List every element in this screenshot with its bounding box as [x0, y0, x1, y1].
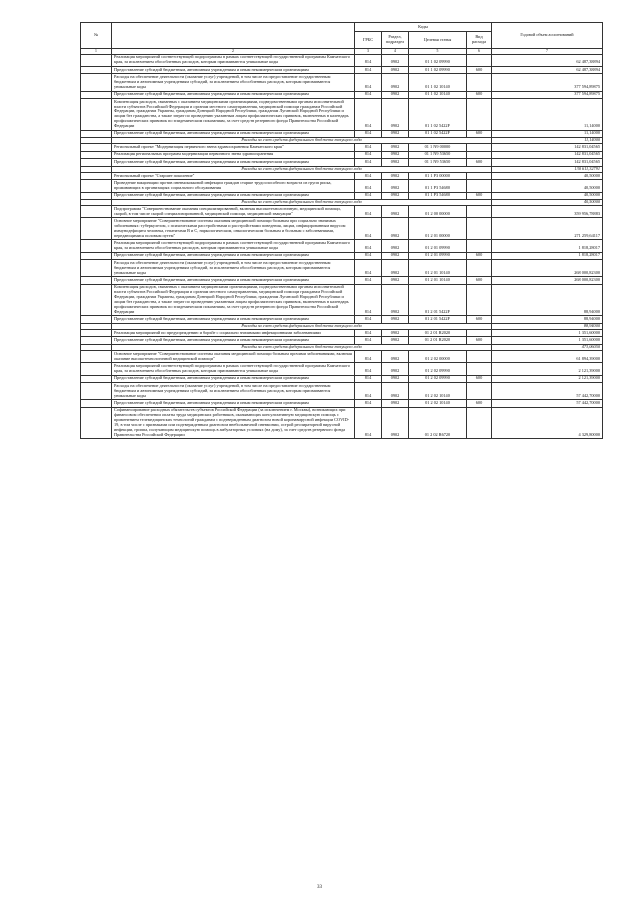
cell-amount: 473,06050	[492, 344, 603, 350]
cell-section: 0902	[382, 363, 409, 375]
cell-target: 01 2 02 10140	[409, 383, 467, 400]
cell-empty	[81, 330, 112, 337]
cell-section: 0902	[382, 98, 409, 130]
cell-vid	[467, 407, 492, 439]
cell-vid: 600	[467, 375, 492, 382]
cell-section: 0902	[382, 91, 409, 98]
table-row	[81, 351, 603, 363]
table-row	[81, 172, 603, 179]
cell-target: 01 1 N9 53650	[409, 159, 467, 166]
cell-name: Подпрограмма "Совершенствование оказания специализированной, включая высокотехнологичную, медицинской помощи, скорой, в том числе скорой специализированной, медицинской помощи, медицинской эвакуации"	[112, 206, 355, 218]
cell-empty	[81, 144, 112, 151]
table-row	[81, 98, 603, 130]
cell-grbs: 814	[355, 151, 382, 158]
cell-target: 01 2 01 5422F	[409, 284, 467, 316]
cell-target: 01 1 02 5422F	[409, 130, 467, 137]
cell-target: 01 2 02 10140	[409, 400, 467, 407]
column-number: 3	[355, 49, 382, 55]
cell-vid	[467, 151, 492, 158]
table-row	[81, 383, 603, 400]
table-row	[81, 407, 603, 439]
cell-vid	[467, 330, 492, 337]
column-number: 1	[81, 49, 112, 55]
cell-name: Предоставление субсидий бюджетным, автономным учреждениям и иным некоммерческим организациям	[112, 66, 355, 73]
cell-note: Расходы за счет средств федерального бюджета текущего года	[112, 323, 492, 329]
cell-empty	[81, 375, 112, 382]
cell-target: 01 2 02 09990	[409, 375, 467, 382]
cell-vid: 600	[467, 277, 492, 284]
column-number: 2	[112, 49, 355, 55]
cell-empty	[81, 260, 112, 277]
cell-name: Реализация мероприятий по предупреждению и борьбе с социально значимыми инфекционными заболеваниями	[112, 330, 355, 337]
cell-grbs: 814	[355, 98, 382, 130]
cell-grbs: 814	[355, 363, 382, 375]
header-section: Раздел, подраздел	[382, 32, 409, 49]
cell-vid	[467, 351, 492, 363]
cell-grbs: 814	[355, 192, 382, 199]
cell-name: Проведение вакцинации против пневмококковой инфекции граждан старше трудоспособного возраста из групп риска, проживающих в организациях социального обслуживания	[112, 180, 355, 192]
cell-amount: 40,50000	[492, 199, 603, 205]
cell-empty	[81, 151, 112, 158]
cell-name: Реализация региональных программ модернизации первичного звена здравоохранения	[112, 151, 355, 158]
cell-vid	[467, 144, 492, 151]
cell-empty	[81, 363, 112, 375]
cell-target: 01 2 01 10140	[409, 260, 467, 277]
cell-vid	[467, 284, 492, 316]
column-number: 6	[467, 49, 492, 55]
cell-grbs: 814	[355, 337, 382, 344]
cell-name: Расходы на обеспечение деятельности (оказание услуг) учреждений, в том числе на предоставление государственным бюджетным и автономным учреждениям субсидий, за исключением обособленных расходов, которым присваиваются уникальные коды	[112, 383, 355, 400]
table-row	[81, 400, 603, 407]
cell-vid: 600	[467, 91, 492, 98]
page-number: 33	[317, 885, 322, 890]
cell-vid: 600	[467, 192, 492, 199]
cell-vid: 600	[467, 66, 492, 73]
cell-empty	[81, 351, 112, 363]
cell-amount: 40,50000	[492, 192, 603, 199]
cell-name: Компенсация расходов, связанных с оказанием медицинскими организациями, подведомственными органам исполнительной власти субъектов Российской Федерации и органам местного самоуправления, медицинской помощи гражданам Российской Федерации, гражданам Украины, гражданам Донецкой Народной Республики, гражданам Луганской Народной Республики и лицам без гражданства, а также затрат по проведению указанным лицам профилактических прививок, включенных в календарь профилактических прививок по эпидемическим показаниям, за счет средств резервного фонда Правительства Российской Федерации	[112, 98, 355, 130]
cell-grbs: 814	[355, 218, 382, 240]
cell-vid	[467, 363, 492, 375]
cell-section: 0902	[382, 351, 409, 363]
cell-section: 0902	[382, 74, 409, 91]
cell-vid: 600	[467, 316, 492, 323]
cell-vid	[467, 260, 492, 277]
cell-name: Компенсация расходов, связанных с оказанием медицинскими организациями, подведомственными органам исполнительной власти субъектов Российской Федерации и органам местного самоуправления, медицинской помощи гражданам Российской Федерации, гражданам Украины, гражданам Донецкой Народной Республики, гражданам Луганской Народной Республики и лицам без гражданства, а также затрат по проведению указанным лицам профилактических прививок, включенных в календарь профилактических прививок по эпидемическим показаниям, за счет средств резервного фонда Правительства Российской Федерации	[112, 284, 355, 316]
table-row	[81, 74, 603, 91]
cell-section: 0902	[382, 277, 409, 284]
table-row	[81, 252, 603, 259]
cell-amount: 57 442,70000	[492, 400, 603, 407]
table-row	[81, 218, 603, 240]
cell-grbs: 814	[355, 66, 382, 73]
table-row	[81, 66, 603, 73]
cell-grbs: 814	[355, 375, 382, 382]
cell-grbs: 814	[355, 74, 382, 91]
cell-empty	[81, 252, 112, 259]
table-row	[81, 130, 603, 137]
cell-grbs: 814	[355, 54, 382, 66]
cell-empty	[81, 66, 112, 73]
cell-grbs: 814	[355, 260, 382, 277]
table-row	[81, 91, 603, 98]
cell-section: 0902	[382, 284, 409, 316]
header-vid: Вид расхода	[467, 32, 492, 49]
cell-section: 0902	[382, 252, 409, 259]
header-number: №	[81, 23, 112, 49]
cell-vid: 600	[467, 130, 492, 137]
cell-vid	[467, 74, 492, 91]
cell-target: 01 2 02 R6720	[409, 407, 467, 439]
table-row	[81, 337, 603, 344]
cell-section: 0902	[382, 330, 409, 337]
cell-vid	[467, 180, 492, 192]
cell-name: Предоставление субсидий бюджетным, автономным учреждениям и иным некоммерческим организациям	[112, 252, 355, 259]
cell-empty	[81, 98, 112, 130]
cell-grbs: 814	[355, 206, 382, 218]
table-row	[81, 316, 603, 323]
cell-empty	[81, 383, 112, 400]
cell-name: Предоставление субсидий бюджетным, автономным учреждениям и иным некоммерческим организациям	[112, 192, 355, 199]
cell-target: 01 2 01 5422F	[409, 316, 467, 323]
table-row	[81, 284, 603, 316]
cell-note: Расходы за счет средств федерального бюджета текущего года	[112, 344, 492, 350]
cell-vid	[467, 206, 492, 218]
cell-grbs: 814	[355, 407, 382, 439]
cell-name: Предоставление субсидий бюджетным, автономным учреждениям и иным некоммерческим организациям	[112, 130, 355, 137]
cell-grbs: 814	[355, 144, 382, 151]
table-row	[81, 151, 603, 158]
cell-target: 01 2 01 R2020	[409, 330, 467, 337]
header-grbs: ГРБС	[355, 32, 382, 49]
cell-vid: 600	[467, 252, 492, 259]
table-row	[81, 260, 603, 277]
cell-grbs: 814	[355, 277, 382, 284]
cell-amount: 88,94000	[492, 284, 603, 316]
table-row	[81, 363, 603, 375]
cell-empty	[81, 91, 112, 98]
cell-name: Расходы на обеспечение деятельности (оказание услуг) учреждений, в том числе на предоставление государственным бюджетным и автономным учреждениям субсидий, за исключением обособленных расходов, которым присваиваются уникальные коды	[112, 74, 355, 91]
cell-grbs: 814	[355, 240, 382, 252]
cell-target: 01 2 01 R2020	[409, 337, 467, 344]
cell-amount: 11,14000	[492, 138, 603, 144]
cell-vid: 600	[467, 337, 492, 344]
cell-grbs: 814	[355, 172, 382, 179]
cell-section: 0902	[382, 159, 409, 166]
cell-empty	[81, 277, 112, 284]
table-row	[81, 144, 603, 151]
cell-target: 01 2 01 09990	[409, 252, 467, 259]
cell-grbs: 814	[355, 351, 382, 363]
cell-amount: 88,94000	[492, 323, 603, 329]
cell-amount: 40,50000	[492, 172, 603, 179]
table-row	[81, 192, 603, 199]
table-row	[81, 330, 603, 337]
cell-grbs: 814	[355, 400, 382, 407]
cell-target: 01 2 01 10140	[409, 277, 467, 284]
cell-amount: 1 818,28017	[492, 240, 603, 252]
cell-amount: 142 831,04565	[492, 144, 603, 151]
table-row	[81, 375, 603, 382]
cell-section: 0902	[382, 218, 409, 240]
cell-grbs: 814	[355, 130, 382, 137]
cell-name: Основное мероприятие "Совершенствование системы оказания медицинской помощи больным при социально значимых заболеваниях: туберкулезом, с психическими расстройствами и расстройствами поведения, лицам, инфицированным вирусом иммунодефицита человека, гепатитами B и C, наркологическим, онкологическим больным и больным с заболеваниями, передающимися половым путем"	[112, 218, 355, 240]
cell-amount: 61 894,39000	[492, 351, 603, 363]
cell-name: Реализация мероприятий соответствующей подпрограммы в рамках соответствующей государственной программы Камчатского края, за исключением обособленных расходов, которым присваиваются уникальные коды	[112, 240, 355, 252]
cell-section: 0902	[382, 180, 409, 192]
cell-grbs: 814	[355, 330, 382, 337]
cell-name: Софинансирование расходных обязательств субъектов Российской Федерации (за исключением г. Москвы), возникающих при финансовом обеспечении оплаты труда медицинских работников, оказывающих консультативную медицинскую помощь с применением телемедицинских технологий гражданам с подтвержденным диагнозом новой коронавирусной инфекции COVID-19, в том числе с признаками или подтвержденным диагнозом внебольничной пневмонии, острой респираторной вирусной инфекции, гриппа, получающим медицинскую помощь в амбулаторных условиях (на дому), за счет средств резервного фонда Правительства Российской Федерации	[112, 407, 355, 439]
header-name	[112, 23, 355, 49]
cell-vid	[467, 240, 492, 252]
budget-table	[80, 22, 603, 439]
cell-target: 01 1 N9 53650	[409, 151, 467, 158]
cell-target: 01 1 02 09990	[409, 66, 467, 73]
cell-section: 0902	[382, 337, 409, 344]
cell-amount: 271 259,64117	[492, 218, 603, 240]
column-number: 5	[409, 49, 467, 55]
cell-amount: 88,94000	[492, 316, 603, 323]
cell-amount: 268 000,82300	[492, 260, 603, 277]
cell-target: 01 1 P3 54680	[409, 180, 467, 192]
cell-amount: 142 831,04565	[492, 151, 603, 158]
cell-vid: 600	[467, 400, 492, 407]
cell-target: 01 2 02 09990	[409, 363, 467, 375]
cell-empty	[81, 240, 112, 252]
cell-note: Расходы за счет средств федерального бюджета текущего года	[112, 138, 492, 144]
cell-amount: 377 594,89875	[492, 74, 603, 91]
cell-empty	[81, 54, 112, 66]
cell-name: Предоставление субсидий бюджетным, автономным учреждениям и иным некоммерческим организациям	[112, 91, 355, 98]
cell-amount: 2 121,39000	[492, 375, 603, 382]
cell-empty	[81, 159, 112, 166]
cell-amount: 377 594,89875	[492, 91, 603, 98]
cell-amount: 62 487,38894	[492, 54, 603, 66]
cell-empty	[81, 316, 112, 323]
cell-note: Расходы за счет средств федерального бюджета текущего года	[112, 166, 492, 172]
cell-amount: 130 611,32791	[492, 166, 603, 172]
cell-target: 01 1 02 09990	[409, 54, 467, 66]
cell-amount: 11,14000	[492, 130, 603, 137]
cell-section: 0902	[382, 260, 409, 277]
column-number: 7	[492, 49, 603, 55]
table-row	[81, 54, 603, 66]
cell-target: 01 1 02 5422F	[409, 98, 467, 130]
cell-grbs: 814	[355, 180, 382, 192]
table-row	[81, 240, 603, 252]
cell-section: 0902	[382, 316, 409, 323]
cell-amount: 359 956,78883	[492, 206, 603, 218]
cell-name: Предоставление субсидий бюджетным, автономным учреждениям и иным некоммерческим организациям	[112, 316, 355, 323]
table-row	[81, 180, 603, 192]
cell-section: 0902	[382, 400, 409, 407]
cell-amount: 142 831,04565	[492, 159, 603, 166]
header-amount: Годовой объем ассигнований	[492, 23, 603, 49]
cell-empty	[81, 180, 112, 192]
cell-name: Региональный проект "Старшее поколение"	[112, 172, 355, 179]
cell-note: Расходы за счет средств федерального бюджета текущего года	[112, 199, 492, 205]
cell-target: 01 1 N9 00000	[409, 144, 467, 151]
cell-section: 0902	[382, 66, 409, 73]
cell-name: Предоставление субсидий бюджетным, автономным учреждениям и иным некоммерческим организациям	[112, 159, 355, 166]
cell-name: Предоставление субсидий бюджетным, автономным учреждениям и иным некоммерческим организациям	[112, 400, 355, 407]
document-page	[80, 22, 602, 439]
cell-empty	[81, 130, 112, 137]
cell-amount: 40,50000	[492, 180, 603, 192]
table-row	[81, 159, 603, 166]
cell-section: 0902	[382, 144, 409, 151]
cell-empty	[81, 172, 112, 179]
cell-name: Реализация мероприятий соответствующей подпрограммы в рамках соответствующей государственной программы Камчатского края, за исключением обособленных расходов, которым присваиваются уникальные коды	[112, 54, 355, 66]
cell-empty	[81, 407, 112, 439]
cell-grbs: 814	[355, 91, 382, 98]
cell-section: 0902	[382, 130, 409, 137]
cell-name: Региональный проект "Модернизация первичного звена здравоохранения Камчатского края"	[112, 144, 355, 151]
cell-name: Реализация мероприятий соответствующей подпрограммы в рамках соответствующей государственной программы Камчатского края, за исключением обособленных расходов, которым присваиваются уникальные коды	[112, 363, 355, 375]
cell-vid	[467, 383, 492, 400]
cell-target: 01 2 01 00000	[409, 218, 467, 240]
cell-section: 0902	[382, 375, 409, 382]
cell-empty	[81, 284, 112, 316]
cell-amount: 57 442,70000	[492, 383, 603, 400]
cell-name: Основное мероприятие "Совершенствование системы оказания медицинской помощи больным прочими заболеваниями, включая оказание высокотехнологичной медицинской помощи"	[112, 351, 355, 363]
cell-vid	[467, 218, 492, 240]
cell-amount: 268 000,82300	[492, 277, 603, 284]
table-row	[81, 277, 603, 284]
cell-target: 01 1 02 10140	[409, 91, 467, 98]
cell-name: Предоставление субсидий бюджетным, автономным учреждениям и иным некоммерческим организациям	[112, 337, 355, 344]
cell-section: 0902	[382, 172, 409, 179]
cell-amount: 4 329,80000	[492, 407, 603, 439]
cell-section: 0902	[382, 383, 409, 400]
cell-grbs: 814	[355, 383, 382, 400]
cell-grbs: 814	[355, 316, 382, 323]
cell-target: 01 2 02 00000	[409, 351, 467, 363]
cell-name: Предоставление субсидий бюджетным, автономным учреждениям и иным некоммерческим организациям	[112, 277, 355, 284]
column-number: 4	[382, 49, 409, 55]
cell-name: Предоставление субсидий бюджетным, автономным учреждениям и иным некоммерческим организациям	[112, 375, 355, 382]
cell-target: 01 2 00 00000	[409, 206, 467, 218]
cell-target: 01 1 P3 00000	[409, 172, 467, 179]
cell-grbs: 814	[355, 284, 382, 316]
cell-amount: 1 351,60000	[492, 337, 603, 344]
cell-empty	[81, 192, 112, 199]
cell-target: 01 1 02 10140	[409, 74, 467, 91]
cell-empty	[81, 206, 112, 218]
cell-amount: 2 121,39000	[492, 363, 603, 375]
cell-target: 01 1 P3 54680	[409, 192, 467, 199]
table-row	[81, 206, 603, 218]
cell-section: 0902	[382, 206, 409, 218]
cell-empty	[81, 74, 112, 91]
cell-name: Расходы на обеспечение деятельности (оказание услуг) учреждений, в том числе на предоставление государственным бюджетным и автономным учреждениям субсидий, за исключением обособленных расходов, которым присваиваются уникальные коды	[112, 260, 355, 277]
cell-section: 0902	[382, 54, 409, 66]
cell-grbs: 814	[355, 159, 382, 166]
cell-vid	[467, 98, 492, 130]
cell-vid: 600	[467, 159, 492, 166]
cell-amount: 11,14000	[492, 98, 603, 130]
cell-amount: 1 818,28017	[492, 252, 603, 259]
cell-empty	[81, 400, 112, 407]
cell-amount: 1 351,60000	[492, 330, 603, 337]
header-codes: Коды	[355, 23, 492, 32]
cell-empty	[81, 218, 112, 240]
cell-section: 0902	[382, 151, 409, 158]
cell-section: 0902	[382, 407, 409, 439]
cell-vid	[467, 172, 492, 179]
cell-empty	[81, 337, 112, 344]
header-target: Целевая статья	[409, 32, 467, 49]
cell-vid	[467, 54, 492, 66]
cell-grbs: 814	[355, 252, 382, 259]
cell-section: 0902	[382, 192, 409, 199]
cell-amount: 62 487,38894	[492, 66, 603, 73]
cell-section: 0902	[382, 240, 409, 252]
cell-target: 01 2 01 09990	[409, 240, 467, 252]
